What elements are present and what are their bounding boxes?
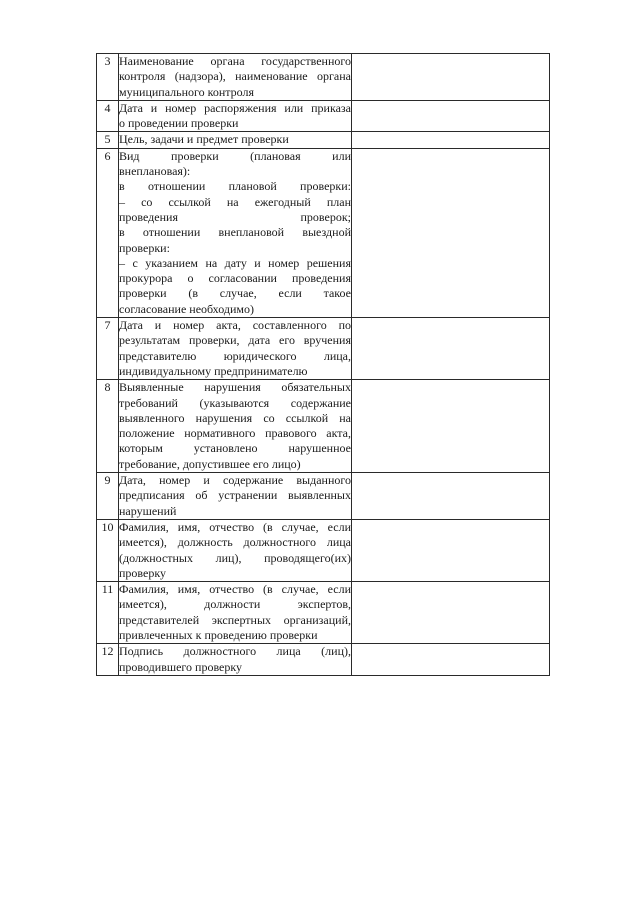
row-label [119, 54, 352, 101]
table-row [97, 148, 550, 317]
row-label-line: выявленного нарушения со ссылкой на [119, 410, 351, 425]
table-row [97, 519, 550, 581]
row-label-line: требование, допустившее его лицо) [119, 456, 301, 471]
row-number: 10 [97, 519, 119, 581]
row-label-line: требований (указываются содержание [119, 395, 351, 410]
table-body [97, 54, 550, 676]
row-number: 7 [97, 318, 119, 380]
row-label-line: Фамилия, имя, отчество (в случае, если [119, 582, 351, 597]
row-label-line: проводившего проверку [119, 659, 243, 674]
row-label-line: проверки (в случае, если такое [119, 286, 351, 301]
row-label-line: о проведении проверки [119, 116, 239, 131]
row-label-line: в отношении внеплановой выездной [119, 225, 351, 240]
row-label-line: проверку [119, 565, 167, 580]
row-label-line: результатам проверки, дата его вручения [119, 333, 351, 348]
row-value-cell[interactable] [352, 318, 550, 380]
row-label-line: Выявленные нарушения обязательных [119, 380, 351, 395]
table-row [97, 380, 550, 473]
row-number: 12 [97, 644, 119, 676]
row-number: 11 [97, 582, 119, 644]
table-row [97, 54, 550, 101]
table-row [97, 582, 550, 644]
row-label-line: контроля (надзора), наименование органа [119, 69, 351, 84]
row-value-cell[interactable] [352, 380, 550, 473]
row-label-line: Дата, номер и содержание выданного [119, 473, 351, 488]
row-value-cell[interactable] [352, 148, 550, 317]
row-label-line: Подпись должностного лица (лиц), [119, 644, 351, 659]
row-label [119, 100, 352, 132]
row-number: 5 [97, 132, 119, 148]
row-label-line: индивидуальному предпринимателю [119, 363, 308, 378]
row-label-line: – со ссылкой на ежегодный план [119, 194, 351, 209]
row-label-line: предписания об устранении выявленных [119, 488, 351, 503]
row-label [119, 473, 352, 520]
row-value-cell[interactable] [352, 519, 550, 581]
row-label-line: привлеченных к проведению проверки [119, 627, 318, 642]
row-value-cell[interactable] [352, 473, 550, 520]
row-label [119, 519, 352, 581]
row-label-line: Фамилия, имя, отчество (в случае, если [119, 519, 351, 534]
row-label [119, 644, 352, 676]
row-value-cell[interactable] [352, 100, 550, 132]
row-number: 4 [97, 100, 119, 132]
row-label-line: внеплановая): [119, 164, 191, 179]
table-row [97, 473, 550, 520]
table-row [97, 132, 550, 148]
row-number: 8 [97, 380, 119, 473]
table-row [97, 100, 550, 132]
row-value-cell[interactable] [352, 582, 550, 644]
row-label-line: – с указанием на дату и номер решения [119, 255, 351, 270]
row-number: 3 [97, 54, 119, 101]
row-value-cell[interactable] [352, 54, 550, 101]
row-label-line: прокурора о согласовании проведения [119, 271, 351, 286]
table-row [97, 644, 550, 676]
row-number: 6 [97, 148, 119, 317]
row-label-line: имеется), должности экспертов, [119, 597, 351, 612]
row-number: 9 [97, 473, 119, 520]
row-value-cell[interactable] [352, 132, 550, 148]
row-label-line: Цель, задачи и предмет проверки [119, 132, 289, 147]
row-label-line: представителей экспертных организаций, [119, 612, 351, 627]
table-row [97, 318, 550, 380]
row-label [119, 380, 352, 473]
row-label-line: проведения проверок; [119, 209, 351, 224]
inspection-register-table [96, 53, 550, 676]
row-label-line: в отношении плановой проверки: [119, 179, 351, 194]
row-label-line: нарушений [119, 503, 177, 518]
row-value-cell[interactable] [352, 644, 550, 676]
row-label-line: (должностных лиц), проводящего(их) [119, 550, 351, 565]
row-label-line: положение нормативного правового акта, [119, 426, 351, 441]
row-label [119, 148, 352, 317]
row-label-line: Наименование органа государственного [119, 54, 351, 68]
row-label [119, 318, 352, 380]
row-label-line: Дата и номер распоряжения или приказа [119, 100, 351, 115]
row-label-line: имеется), должность должностного лица [119, 535, 351, 550]
row-label-line: Дата и номер акта, составленного по [119, 318, 351, 333]
row-label-line: муниципального контроля [119, 84, 255, 99]
row-label-line: Вид проверки (плановая или [119, 148, 351, 163]
row-label [119, 582, 352, 644]
row-label-line: представителю юридического лица, [119, 348, 351, 363]
row-label [119, 132, 352, 148]
row-label-line: согласование необходимо) [119, 301, 254, 316]
row-label-line: проверки: [119, 240, 170, 255]
row-label-line: которым установлено нарушенное [119, 441, 351, 456]
